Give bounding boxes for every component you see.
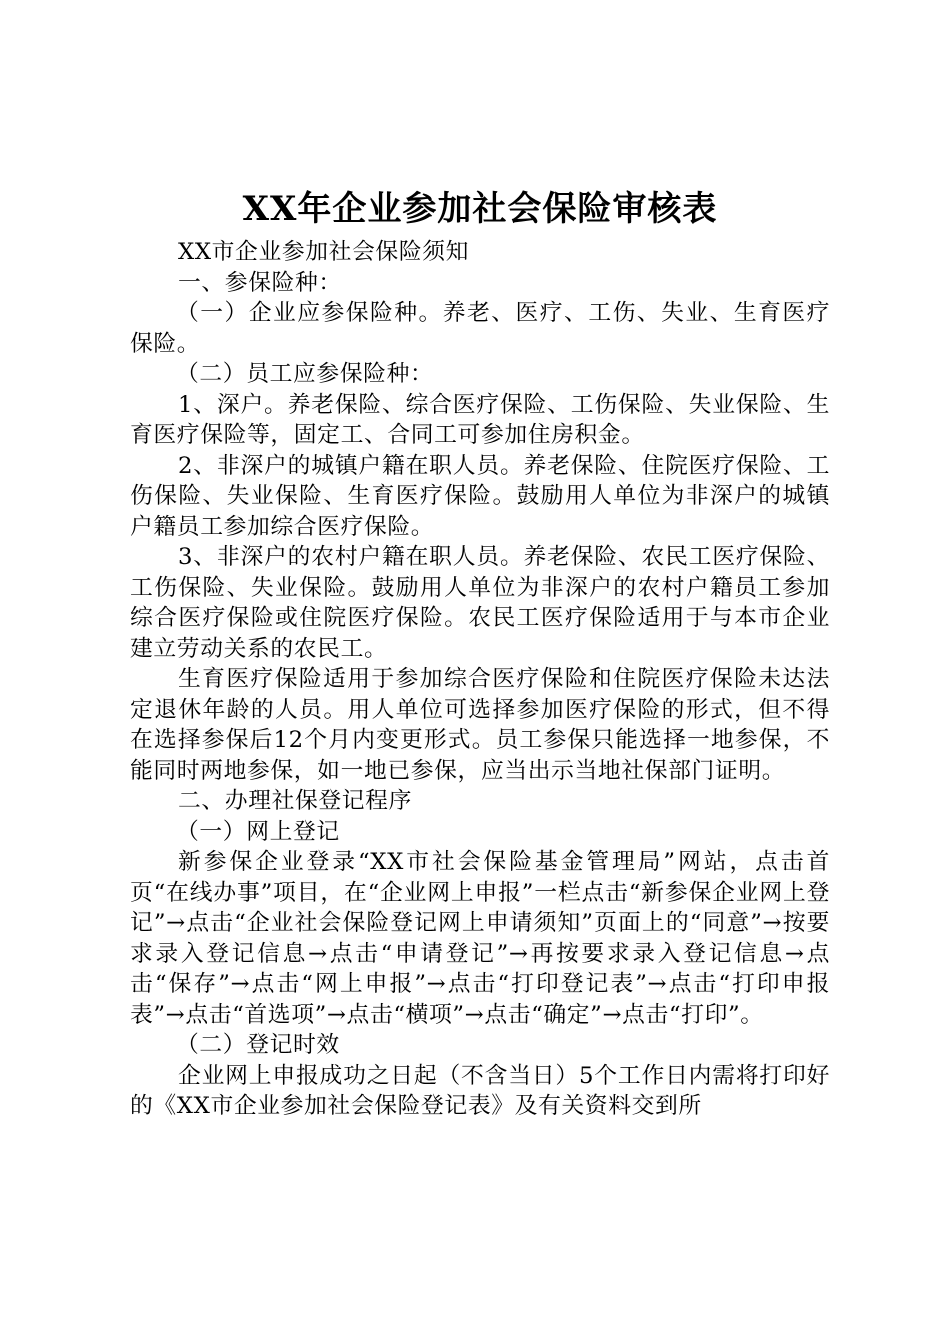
paragraph-registration-deadline-text: 企业网上申报成功之日起（不含当日）5个工作日内需将打印好的《XX市企业参加社会保险登记表》及有关资料交到所 [130,1062,830,1119]
paragraph-maternity-insurance: 生育医疗保险适用于参加综合医疗保险和住院医疗保险未达法定退休年龄的人员。用人单位可选择参加医疗保险的形式，但不得在选择参保后12个月内变更形式。员工参保只能选择一地参保，不能同时两地参保，如一地已参保，应当出示当地社保部门证明。 [130,666,830,784]
paragraph-employee-insurance-heading: （二）员工应参保险种： [176,361,434,387]
paragraph-item-2: 2、非深户的城镇户籍在职人员。养老保险、住院医疗保险、工伤保险、失业保险、生育医疗保险。鼓励用人单位为非深户的城镇户籍员工参加综合医疗保险。 [130,452,830,540]
paragraph-item-3: 3、非深户的农村户籍在职人员。养老保险、农民工医疗保险、工伤保险、失业保险。鼓励用人单位为非深户的农村户籍员工参加综合医疗保险或住院医疗保险。农民工医疗保险适用于与本市企业建立劳动关系的农民工。 [130,544,830,662]
paragraph-enterprise-insurance: （一）企业应参保险种。养老、医疗、工伤、失业、生育医疗保险。 [130,300,830,357]
paragraph-online-registration-heading: （一）网上登记 [176,818,340,845]
paragraph-registration-deadline-heading: （二）登记时效 [176,1032,340,1058]
paragraph-section-2-heading: 二、办理社保登记程序 [178,788,412,814]
paragraph-section-1-heading: 一、参保险种： [178,269,342,296]
paragraph-item-1: 1、深户。养老保险、综合医疗保险、工伤保险、失业保险、生育医疗保险等，固定工、合同工可参加住房积金。 [130,391,830,448]
document-title: XX年企业参加社会保险审核表 [242,189,718,229]
document-page [130,185,830,1122]
paragraph-notice-heading: XX市企业参加社会保险须知 [178,239,470,265]
paragraph-online-registration-steps: 新参保企业登录“XX市社会保险基金管理局”网站，点击首页“在线办事”项目，在“企业网上申报”一栏点击“新参保企业网上登记”→点击“企业社会保险登记网上申请须知”页面上的“同意”→按要求录入登记信息→点击“申请登记”→再按要求录入登记信息→点击“保存”→点击“网上申报”→点击“打印登记表”→点击“打印申报表”→点击“首选项”→点击“横项”→点击“确定”→点击“打印”。 [130,849,830,1028]
